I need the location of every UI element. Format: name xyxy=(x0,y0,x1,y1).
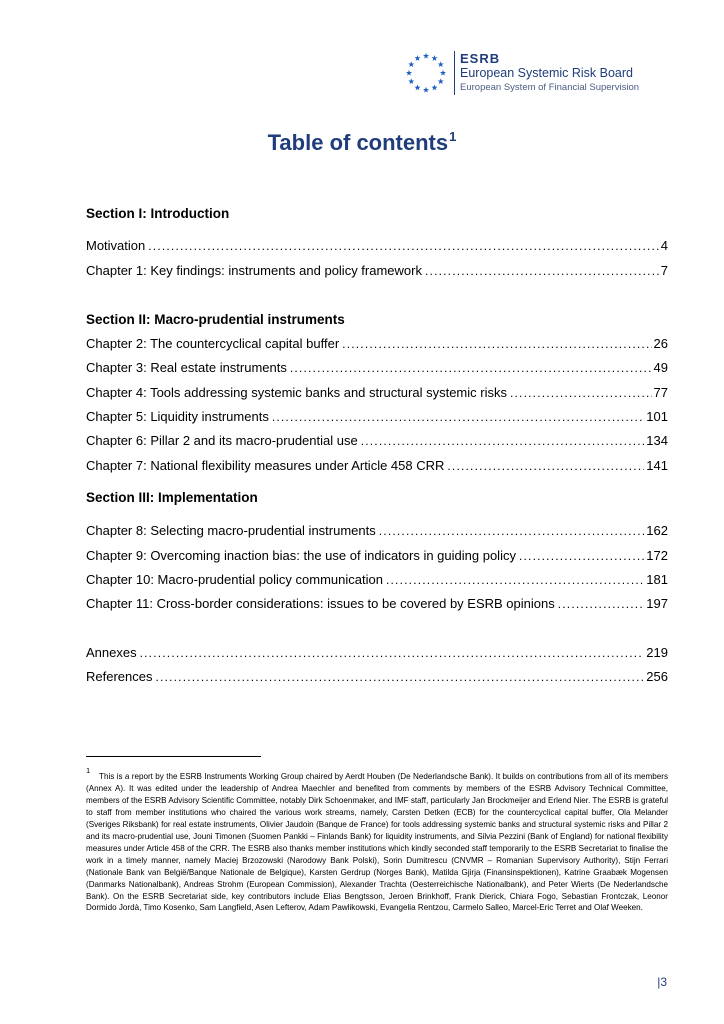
toc-entry-page: 26 xyxy=(653,336,668,351)
toc-leader xyxy=(447,459,644,473)
section-heading-1: Section I: Introduction xyxy=(86,206,230,221)
star-icon xyxy=(408,78,414,84)
toc-leader xyxy=(519,549,644,563)
star-icon xyxy=(423,53,429,59)
toc-leader xyxy=(155,670,644,684)
star-icon xyxy=(406,70,412,76)
toc-leader xyxy=(510,386,652,400)
star-icon xyxy=(440,70,446,76)
logo-text xyxy=(460,50,639,98)
toc-leader xyxy=(140,646,645,660)
toc-entry[interactable] xyxy=(86,336,668,351)
toc-entry[interactable] xyxy=(86,433,668,448)
page-title xyxy=(0,129,724,156)
section-heading-2: Section II: Macro-prudential instruments xyxy=(86,312,345,327)
toc-entry-page: 162 xyxy=(646,523,668,538)
toc-entry[interactable] xyxy=(86,360,668,375)
toc-entry-label: Chapter 3: Real estate instruments xyxy=(86,360,287,375)
logo-divider xyxy=(454,51,455,95)
toc-entry-page: 4 xyxy=(660,238,668,253)
toc-entry-page: 134 xyxy=(646,433,668,448)
star-icon xyxy=(414,85,420,91)
toc-leader xyxy=(272,410,644,424)
star-icon xyxy=(438,61,444,67)
toc-entry[interactable] xyxy=(86,238,668,253)
toc-entry[interactable] xyxy=(86,385,668,400)
toc-entry-page: 197 xyxy=(646,596,668,611)
toc-entry-label: References xyxy=(86,669,153,684)
page-title-text: Table of contents xyxy=(267,130,449,155)
toc-leader xyxy=(425,264,659,278)
star-icon xyxy=(431,85,437,91)
toc-entry-label: Chapter 9: Overcoming inaction bias: the use of indicators in guiding policy xyxy=(86,548,516,563)
toc-entry-page: 49 xyxy=(653,360,668,375)
footnote-text: This is a report by the ESRB Instruments Working Group chaired by Aerdt Houben (De Nederlandsche Bank). It builds on contributions from all of its members (Annex A). It was edited under the leadership of Andrea Maechler and benefited from comments by members of the ESRB Advisory Technical Committee, members of the ESRB Advisory Scientific Committee, notably Dirk Schoenmaker, and IMF staff, particularly Jan Brockmeijer and Erlend Nier. The ESRB is grateful to staff from member institutions who chaired the various work streams, namely, Carsten Detken (ECB) for the countercyclical capital buffer, Ola Melander (Sveriges Riksbank) for real estate instruments, Olivier Jaudoin (Banque de France) for tools addressing systemic banks and structural systemic risks and Pillar 2 and its macro-prudential use, Jouni Timonen (Suomen Pankki – Finlands Bank) for liquidity instruments, and Silvia Pezzini (Bank of England) for national flexibility measures under Article 458 of the CRR. The ESRB also thanks member institutions which kindly seconded staff temporarily to the ESRB Secretariat to finalise the work in a timely manner, namely Maciej Brzozowski (Narodowy Bank Polski), Sorin Dumitrescu (CNVMR – Romanian Supervisory Authority), Stijn Ferrari (Nationale Bank van België/Banque Nationale de Belgique), Karsten Gerdrup (Norges Bank), Matilda Gjirja (Finansinspektionen), Katrine Graabæk Mogensen (Danmarks Nationalbank), Andreas Strohm (European Commission), Alexander Trachta (Oesterreichische Nationalbank), and Peter Wierts (De Nederlandsche Bank). On the ESRB Secretariat side, key contributors include Elias Bengtsson, Jeroen Brinkhoff, Frank Dierick, Chiara Fogo, Sebastian Frontczak, Leonor Dormido Jordà, Timo Kosenko, Sam Langfield, Asen Lefterov, Adam Pawlikowski, Evangelia Rentzou, Carmelo Salleo, Marcel-Eric Terret and Olaf Weeken. xyxy=(86,772,668,913)
eu-stars-icon xyxy=(404,50,448,96)
toc-entry-label: Chapter 5: Liquidity instruments xyxy=(86,409,269,424)
toc-entry[interactable] xyxy=(86,669,668,684)
toc-entry-label: Annexes xyxy=(86,645,137,660)
toc-entry-label: Chapter 4: Tools addressing systemic banks and structural systemic risks xyxy=(86,385,507,400)
toc-leader xyxy=(290,361,652,375)
logo-subtitle: European System of Financial Supervision xyxy=(460,81,640,93)
toc-entry[interactable] xyxy=(86,458,668,473)
toc-entry-page: 181 xyxy=(646,572,668,587)
toc-entry-label: Chapter 6: Pillar 2 and its macro-prudential use xyxy=(86,433,358,448)
toc-entry-page: 172 xyxy=(646,548,668,563)
toc-entry[interactable] xyxy=(86,572,668,587)
toc-leader xyxy=(379,524,645,538)
toc-leader xyxy=(361,434,645,448)
toc-entry[interactable] xyxy=(86,409,668,424)
esrb-logo xyxy=(404,50,639,98)
logo-abbr: ESRB xyxy=(460,51,501,66)
toc-entry[interactable] xyxy=(86,548,668,563)
toc-entry-label: Chapter 8: Selecting macro-prudential instruments xyxy=(86,523,376,538)
toc-entry-label: Chapter 11: Cross-border considerations: issues to be covered by ESRB opinions xyxy=(86,596,555,611)
toc-entry-page: 141 xyxy=(646,458,668,473)
star-icon xyxy=(438,78,444,84)
star-icon xyxy=(423,87,429,93)
toc-entry-page: 101 xyxy=(646,409,668,424)
toc-leader xyxy=(342,337,651,351)
toc-entry-page: 219 xyxy=(646,645,668,660)
toc-entry[interactable] xyxy=(86,263,668,278)
toc-entry-label: Chapter 1: Key findings: instruments and policy framework xyxy=(86,263,422,278)
star-icon xyxy=(408,61,414,67)
toc-entry-label: Chapter 2: The countercyclical capital buffer xyxy=(86,336,340,351)
toc-entry-page: 7 xyxy=(660,263,668,278)
footnote-rule xyxy=(86,756,261,757)
toc-leader xyxy=(386,573,644,587)
star-icon xyxy=(431,55,437,61)
toc-leader xyxy=(558,597,645,611)
toc-leader xyxy=(148,239,659,253)
footnote-mark: 1 xyxy=(86,766,91,775)
toc-entry-label: Chapter 10: Macro-prudential policy communication xyxy=(86,572,383,587)
star-icon xyxy=(414,55,420,61)
logo-name: European Systemic Risk Board xyxy=(460,66,633,80)
section-heading-3: Section III: Implementation xyxy=(86,490,258,505)
title-footnote-mark: 1 xyxy=(449,129,457,144)
page-number: |3 xyxy=(657,975,667,989)
toc-entry-page: 77 xyxy=(653,385,668,400)
toc-entry[interactable] xyxy=(86,523,668,538)
toc-entry-label: Motivation xyxy=(86,238,146,253)
toc-entry-page: 256 xyxy=(646,669,668,684)
toc-entry-label: Chapter 7: National flexibility measures under Article 458 CRR xyxy=(86,458,445,473)
toc-entry[interactable] xyxy=(86,596,668,611)
toc-entry[interactable] xyxy=(86,645,668,660)
